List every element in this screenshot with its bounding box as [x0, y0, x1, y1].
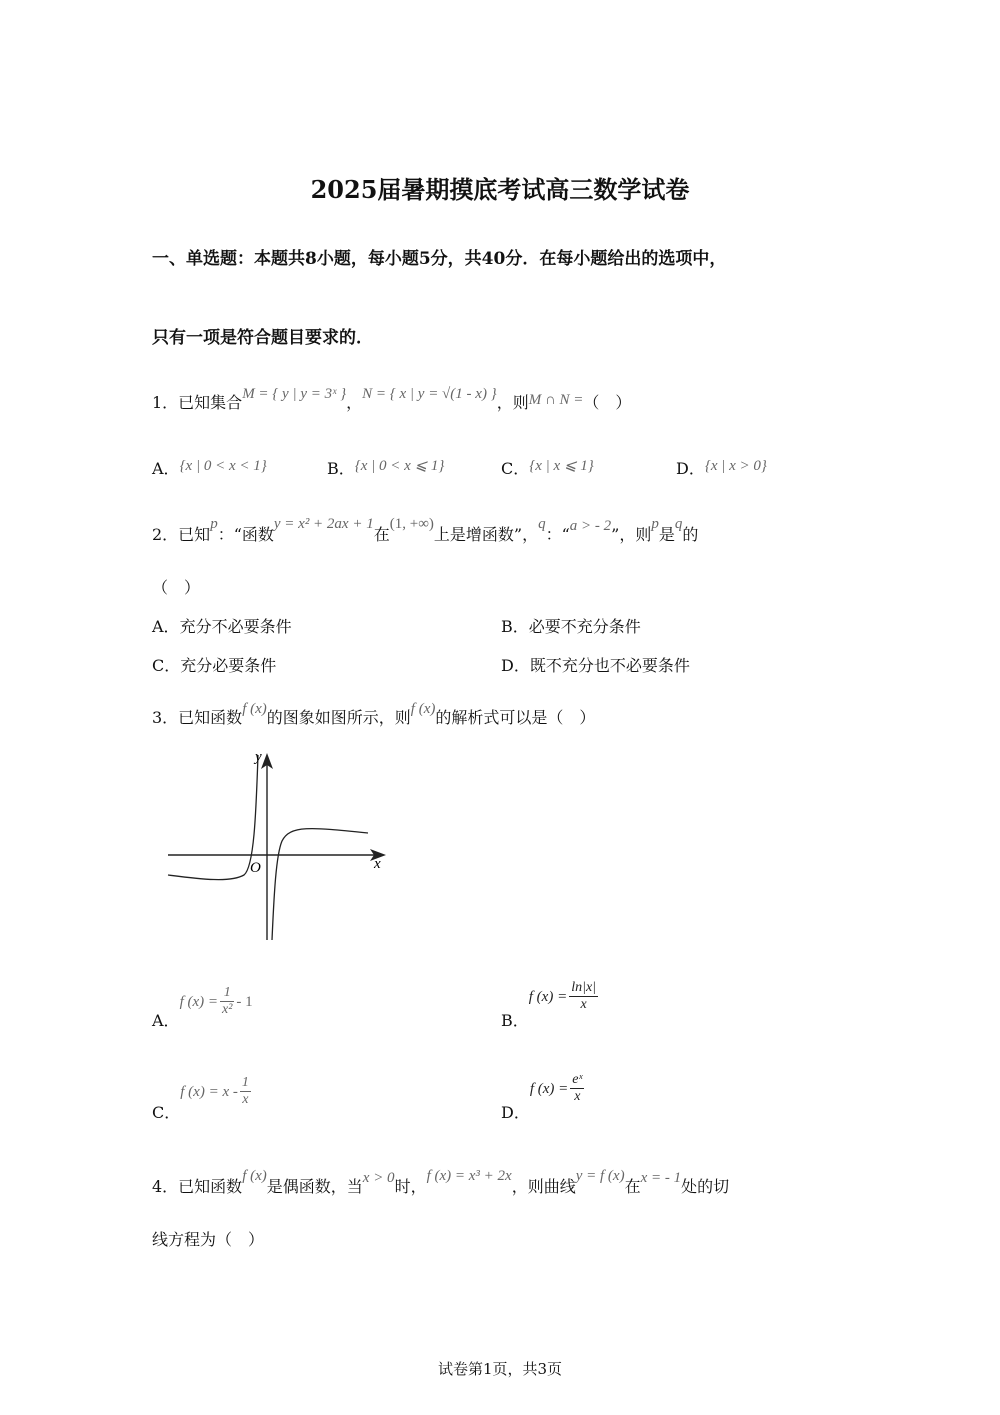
q3-fx-2: f (x): [410, 701, 436, 717]
q4-text-2: 时，: [394, 1177, 427, 1196]
q3-option-c-denominator: x: [242, 1092, 249, 1107]
q3-option-d[interactable]: [501, 1072, 586, 1122]
q3-option-a-fraction: [220, 985, 234, 1018]
q4-prefix: 4．已知函数: [152, 1177, 243, 1196]
q2-option-b[interactable]: [501, 614, 641, 637]
q2-p-2: p: [651, 516, 659, 532]
q2-q: q: [538, 516, 546, 532]
question-4: [152, 1168, 730, 1197]
q3-option-c-label: C．: [152, 1103, 181, 1122]
question-1: [152, 386, 632, 413]
q2-option-b-label: B．: [501, 617, 529, 636]
q3-option-a-tail: - 1: [236, 994, 253, 1010]
q1-paren: （ ）: [583, 393, 632, 412]
q3-option-d-denominator: x: [574, 1089, 581, 1104]
q2-text-5: ”，则: [611, 525, 652, 544]
q1-option-d-text: {x | x > 0}: [704, 458, 767, 474]
q2-option-a[interactable]: [152, 614, 292, 637]
q4-fx: f (x): [242, 1168, 267, 1184]
q2-option-b-text: 必要不充分条件: [528, 617, 641, 636]
q1-mid: ，则: [496, 393, 529, 412]
q4-expression: f (x) = x³ + 2x: [426, 1168, 512, 1184]
q3-option-c[interactable]: [152, 1075, 253, 1122]
q4-condition: x > 0: [362, 1170, 395, 1186]
q2-function: y = x² + 2ax + 1: [273, 516, 374, 532]
q2-option-a-text: 充分不必要条件: [179, 617, 292, 636]
q2-option-c-label: C．: [152, 656, 181, 675]
q1-sep: ，: [346, 393, 363, 412]
q2-interval: (1, +∞): [389, 516, 434, 532]
q1-option-b-label: B．: [327, 459, 355, 478]
curve-right-branch: [272, 829, 368, 940]
q3-option-b-numerator: ln|x|: [571, 980, 597, 995]
q3-option-c-numerator: 1: [241, 1075, 249, 1090]
q4-line-2: 线方程为（ ）: [152, 1230, 265, 1249]
q2-condition: a > - 2: [569, 518, 612, 534]
q2-paren: （ ）: [152, 578, 201, 597]
q2-option-c-text: 充分必要条件: [180, 656, 277, 675]
q3-option-d-numerator: eˣ: [572, 1072, 583, 1087]
q2-option-d-text: 既不充分也不必要条件: [529, 656, 690, 675]
q4-text-5: 处的切: [681, 1177, 730, 1196]
q3-option-d-lhs: f (x) =: [529, 1081, 569, 1097]
q1-intersection: M ∩ N =: [528, 392, 584, 408]
q3-option-b-fraction: [569, 980, 598, 1013]
q2-option-d-label: D．: [501, 656, 530, 675]
q1-set-m: M = { y | y = 3ˣ }: [242, 386, 347, 402]
q1-option-c-label: C．: [501, 459, 530, 478]
q2-q-2: q: [674, 516, 683, 532]
q1-set-n: N = { x | y = √(1 - x) }: [362, 386, 497, 402]
q2-option-d[interactable]: [501, 653, 690, 676]
q3-option-b-lhs: f (x) =: [528, 989, 568, 1005]
q3-prefix: 3．已知函数: [152, 708, 243, 727]
q3-text-2: 的解析式可以是（ ）: [435, 708, 596, 727]
q3-function-graph: [160, 745, 400, 945]
q1-option-a[interactable]: [152, 456, 267, 479]
q2-text-1: ：“函数: [217, 525, 274, 544]
q3-option-a-denominator: x²: [222, 1002, 233, 1017]
q4-text-4: 在: [624, 1177, 641, 1196]
graph-y-label: y: [255, 749, 262, 765]
q4-point: x = - 1: [640, 1170, 682, 1186]
q3-fx: f (x): [242, 701, 267, 717]
q3-option-b-denominator: x: [580, 997, 587, 1012]
q2-option-c[interactable]: [152, 653, 276, 676]
q4-text-1: 是偶函数，当: [266, 1177, 363, 1196]
q3-option-a-numerator: 1: [220, 985, 234, 1002]
q4-curve: y = f (x): [575, 1168, 625, 1184]
q3-option-a-label: A．: [152, 1011, 180, 1030]
q2-text-3: 上是增函数”，: [433, 525, 539, 544]
q1-option-c-text: {x | x ⩽ 1}: [529, 458, 594, 474]
q2-p: p: [210, 516, 218, 532]
question-3: [152, 701, 596, 728]
page-footer: 试卷第1页，共3页: [437, 1360, 563, 1378]
q1-option-d-label: D．: [676, 459, 705, 478]
section-heading-line2: 只有一项是符合题目要求的．: [152, 328, 373, 348]
q3-option-c-lhs: f (x) = x -: [180, 1084, 238, 1100]
q3-option-c-fraction: [240, 1075, 251, 1108]
q2-text-6: 是: [658, 525, 675, 544]
q3-option-a-lhs: f (x) =: [179, 994, 218, 1010]
q1-option-a-label: A．: [152, 459, 180, 478]
q3-option-d-fraction: [570, 1072, 584, 1105]
section-heading-line1: 一、单选题：本题共8小题，每小题5分，共40分．在每小题给出的选项中，: [152, 249, 727, 269]
q3-option-b-label: B．: [501, 1011, 529, 1030]
graph-origin-label: O: [250, 860, 261, 876]
q2-prefix: 2．已知: [152, 525, 211, 544]
q3-option-b[interactable]: [501, 980, 600, 1030]
q1-option-d[interactable]: [676, 456, 767, 479]
question-2: [152, 516, 699, 545]
graph-x-label: x: [374, 856, 381, 872]
q4-text-3: ，则曲线: [511, 1177, 576, 1196]
q1-option-b[interactable]: [327, 456, 444, 479]
q2-text-7: 的: [682, 525, 699, 544]
q3-option-a[interactable]: [152, 985, 253, 1030]
q2-option-a-label: A．: [152, 617, 180, 636]
q1-option-a-text: {x | 0 < x < 1}: [179, 458, 267, 474]
q2-text-4: ：“: [545, 525, 570, 544]
q3-option-d-label: D．: [501, 1103, 530, 1122]
q1-option-b-text: {x | 0 < x ⩽ 1}: [354, 458, 445, 474]
page-title: 2025届暑期摸底考试高三数学试卷: [310, 175, 690, 204]
q1-prefix: 1．已知集合: [152, 393, 243, 412]
q3-text-1: 的图象如图所示，则: [266, 708, 411, 727]
curve-left-branch: [168, 755, 258, 880]
q1-option-c[interactable]: [501, 456, 594, 479]
q2-text-2: 在: [373, 525, 390, 544]
